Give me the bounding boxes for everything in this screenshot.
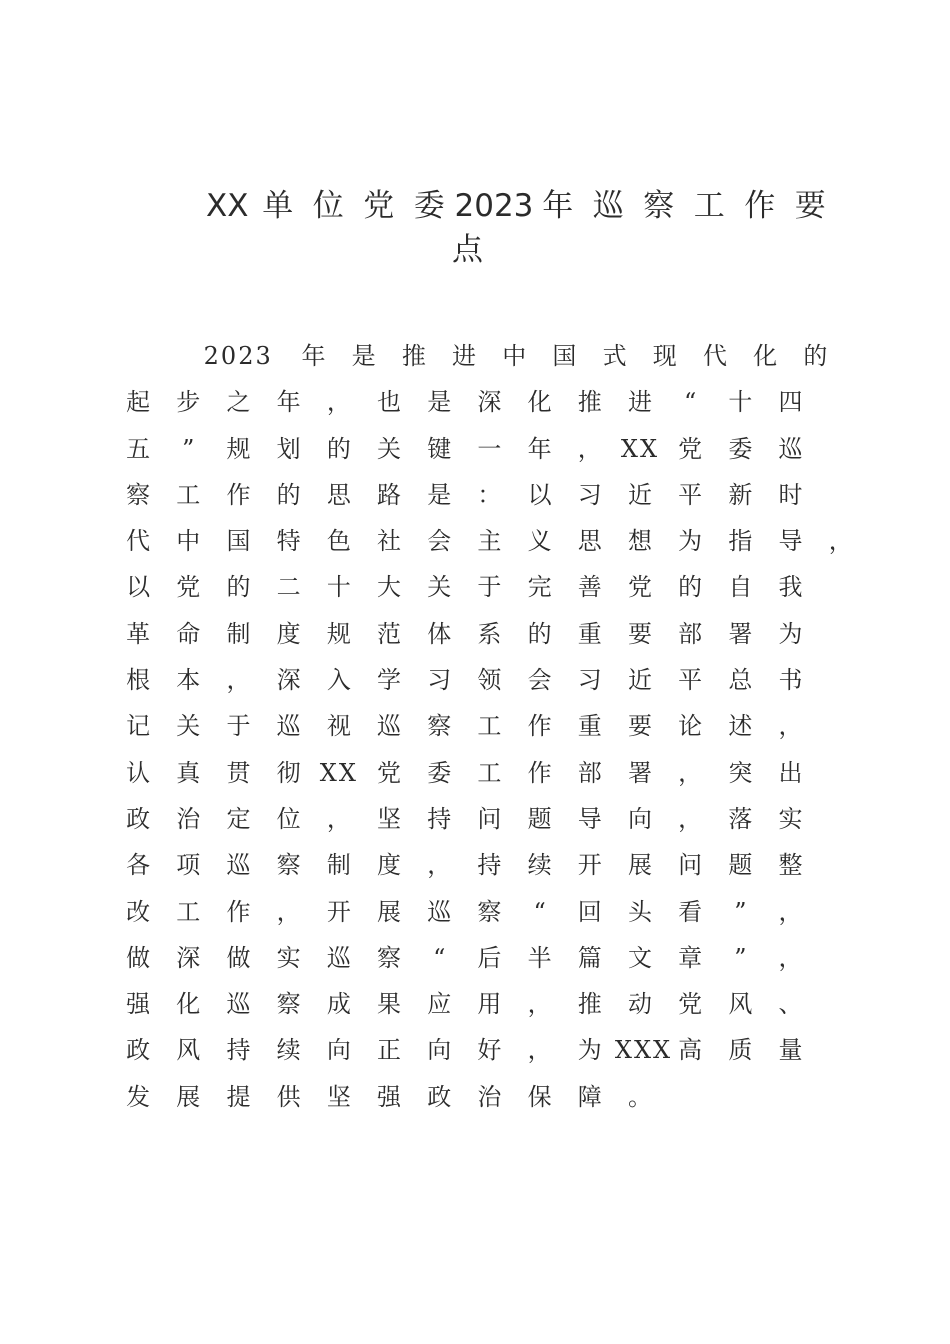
paragraph-char: 做 — [126, 943, 151, 972]
paragraph-char: 各 — [126, 851, 151, 880]
paragraph-char: 义 — [527, 527, 552, 556]
paragraph-char: 体 — [427, 619, 452, 648]
paragraph-char: 国 — [552, 342, 577, 370]
paragraph-char: 工 — [477, 758, 502, 787]
paragraph-char: 现 — [652, 342, 677, 370]
paragraph-char: 展 — [176, 1082, 201, 1111]
paragraph-char: ， — [326, 388, 351, 417]
paragraph-char: 落 — [728, 804, 753, 833]
paragraph-char: 巡 — [377, 712, 402, 741]
paragraph-char: 是 — [351, 342, 376, 370]
title-char: 单 — [262, 188, 294, 224]
paragraph-char: 强 — [126, 990, 151, 1019]
paragraph-char: 善 — [577, 573, 602, 602]
paragraph-char: 之 — [226, 388, 251, 417]
paragraph-line — [113, 379, 833, 425]
paragraph-char: 工 — [176, 480, 201, 509]
paragraph-char: 开 — [326, 897, 351, 926]
paragraph-line — [113, 796, 833, 842]
paragraph-char: 自 — [728, 573, 753, 602]
paragraph-char: 贯 — [226, 758, 251, 787]
paragraph-char: 作 — [226, 897, 251, 926]
paragraph-line — [113, 426, 833, 472]
paragraph-char: 位 — [276, 804, 301, 833]
paragraph-char: 深 — [276, 666, 301, 695]
paragraph-char: 察 — [477, 897, 502, 926]
paragraph-char: 的 — [803, 342, 828, 370]
paragraph-char: 五 — [126, 434, 151, 463]
paragraph-char: 会 — [527, 666, 552, 695]
paragraph-char: 实 — [276, 943, 301, 972]
title-char: 工 — [693, 188, 725, 224]
title-char: 委 — [413, 188, 445, 224]
paragraph-char: 头 — [627, 897, 652, 926]
paragraph-char: 做 — [226, 943, 251, 972]
paragraph-char: 习 — [577, 666, 602, 695]
paragraph-char: 社 — [377, 527, 402, 556]
paragraph-char: 高 — [678, 1036, 703, 1065]
paragraph-char: 也 — [377, 388, 402, 417]
paragraph-char: 总 — [728, 666, 753, 695]
paragraph-char: 巡 — [326, 943, 351, 972]
paragraph-char: 向 — [326, 1036, 351, 1065]
paragraph-char: 思 — [326, 480, 351, 509]
paragraph-char: 展 — [627, 851, 652, 880]
paragraph-char: 思 — [577, 527, 602, 556]
paragraph-char: 化 — [176, 990, 201, 1019]
paragraph-char: 障 — [577, 1082, 602, 1111]
paragraph-char: 署 — [627, 758, 652, 787]
paragraph-char: 开 — [577, 851, 602, 880]
paragraph-char: 深 — [477, 388, 502, 417]
paragraph-char: 回 — [577, 897, 602, 926]
paragraph-char: 学 — [377, 666, 402, 695]
paragraph-char: 续 — [527, 851, 552, 880]
paragraph-char: 中 — [502, 342, 527, 370]
title-char: XX — [206, 188, 249, 224]
paragraph-char: 彻 — [276, 758, 301, 787]
paragraph-char: 以 — [126, 573, 151, 602]
paragraph-char: 持 — [226, 1036, 251, 1065]
paragraph-char: 治 — [176, 804, 201, 833]
paragraph-char: XX — [319, 758, 358, 787]
paragraph-char: 党 — [678, 434, 703, 463]
paragraph-char: 质 — [728, 1036, 753, 1065]
paragraph-char: ， — [678, 804, 703, 833]
paragraph-char: 起 — [126, 388, 151, 417]
paragraph-line — [113, 703, 833, 749]
paragraph-char: 党 — [176, 573, 201, 602]
paragraph-char: 推 — [401, 342, 426, 370]
paragraph-char: 度 — [276, 619, 301, 648]
paragraph-char: 四 — [778, 388, 803, 417]
paragraph-char: 十 — [728, 388, 753, 417]
paragraph-char: 是 — [427, 480, 452, 509]
paragraph-char: 规 — [326, 619, 351, 648]
paragraph-char: 化 — [753, 342, 778, 370]
paragraph-char: 作 — [527, 758, 552, 787]
paragraph-char: 为 — [678, 527, 703, 556]
paragraph-line — [113, 750, 833, 796]
paragraph-line — [113, 842, 833, 888]
paragraph-char: 强 — [377, 1082, 402, 1111]
paragraph-char: ” — [734, 943, 747, 972]
paragraph-char: 风 — [176, 1036, 201, 1065]
paragraph-char: 领 — [477, 666, 502, 695]
paragraph-char: 果 — [377, 990, 402, 1019]
paragraph-char: 色 — [326, 527, 351, 556]
paragraph-char: 步 — [176, 388, 201, 417]
paragraph-char: 时 — [778, 480, 803, 509]
paragraph-char: 察 — [276, 851, 301, 880]
title-char: 作 — [744, 188, 776, 224]
paragraph-char: 代 — [702, 342, 727, 370]
paragraph-char: 应 — [427, 990, 452, 1019]
paragraph-char: 二 — [276, 573, 301, 602]
title-char: 要 — [794, 188, 826, 224]
paragraph-indent — [113, 333, 188, 379]
paragraph-char: 的 — [527, 619, 552, 648]
paragraph-char: 供 — [276, 1082, 301, 1111]
paragraph-char: 政 — [126, 1036, 151, 1065]
paragraph-char: 巡 — [226, 851, 251, 880]
paragraph-char: 制 — [226, 619, 251, 648]
paragraph-char: 国 — [226, 527, 251, 556]
paragraph-line — [113, 1074, 833, 1120]
paragraph-char: 度 — [377, 851, 402, 880]
paragraph-line — [113, 657, 833, 703]
paragraph-char: 述 — [728, 712, 753, 741]
paragraph-char: 深 — [176, 943, 201, 972]
paragraph-char: 平 — [678, 666, 703, 695]
paragraph-char: 主 — [477, 527, 502, 556]
paragraph-char: ” — [734, 897, 747, 926]
paragraph-char: 年 — [527, 434, 552, 463]
paragraph-line — [113, 935, 833, 981]
paragraph-char: 委 — [728, 434, 753, 463]
paragraph-char: 为 — [577, 1036, 602, 1065]
paragraph-char: ， — [226, 666, 251, 695]
paragraph-char: 半 — [527, 943, 552, 972]
paragraph-char: 导 — [778, 527, 803, 556]
paragraph-char: 巡 — [226, 990, 251, 1019]
paragraph-char: 真 — [176, 758, 201, 787]
paragraph-char: “ — [533, 897, 546, 926]
paragraph-char: 风 — [728, 990, 753, 1019]
paragraph-char: 署 — [728, 619, 753, 648]
paragraph-char: 大 — [377, 573, 402, 602]
paragraph-char: ， — [778, 897, 803, 926]
paragraph-char: 实 — [778, 804, 803, 833]
paragraph-char: 习 — [427, 666, 452, 695]
paragraph-char: 指 — [728, 527, 753, 556]
paragraph-char: 推 — [577, 990, 602, 1019]
paragraph-char: 以 — [527, 480, 552, 509]
document-body-paragraph — [113, 333, 853, 1120]
paragraph-char: ， — [427, 851, 452, 880]
paragraph-char: 章 — [678, 943, 703, 972]
paragraph-char: 记 — [126, 712, 151, 741]
paragraph-char: 定 — [226, 804, 251, 833]
paragraph-char: 、 — [778, 990, 803, 1019]
paragraph-char: 会 — [427, 527, 452, 556]
paragraph-char: 委 — [427, 758, 452, 787]
paragraph-char: 持 — [477, 851, 502, 880]
paragraph-char: 重 — [577, 712, 602, 741]
paragraph-char: 巡 — [778, 434, 803, 463]
paragraph-char: 键 — [427, 434, 452, 463]
paragraph-char: 的 — [226, 573, 251, 602]
paragraph-line — [113, 564, 833, 610]
paragraph-char: 入 — [326, 666, 351, 695]
paragraph-char: 的 — [326, 434, 351, 463]
paragraph-char: ， — [527, 1036, 552, 1065]
paragraph-char: 治 — [477, 1082, 502, 1111]
paragraph-char: 本 — [176, 666, 201, 695]
paragraph-char: 巡 — [276, 712, 301, 741]
paragraph-char: 进 — [627, 388, 652, 417]
paragraph-char: 正 — [377, 1036, 402, 1065]
paragraph-char: 十 — [326, 573, 351, 602]
paragraph-char: 制 — [326, 851, 351, 880]
title-char: 点 — [452, 232, 483, 268]
paragraph-line — [113, 472, 833, 518]
paragraph-char: 后 — [477, 943, 502, 972]
paragraph-char: 工 — [176, 897, 201, 926]
paragraph-char: 改 — [126, 897, 151, 926]
paragraph-char: 篇 — [577, 943, 602, 972]
paragraph-char: 关 — [176, 712, 201, 741]
paragraph-char: 突 — [728, 758, 753, 787]
paragraph-char: 平 — [678, 480, 703, 509]
title-char: 位 — [312, 188, 344, 224]
paragraph-char: 部 — [678, 619, 703, 648]
title-char: 年 — [542, 188, 574, 224]
title-char: 巡 — [592, 188, 624, 224]
paragraph-char: 为 — [778, 619, 803, 648]
paragraph-char: 规 — [226, 434, 251, 463]
paragraph-char: 向 — [427, 1036, 452, 1065]
paragraph-char: 的 — [276, 480, 301, 509]
title-char: 察 — [643, 188, 675, 224]
paragraph-char: 问 — [477, 804, 502, 833]
paragraph-char: 化 — [527, 388, 552, 417]
paragraph-char: 用 — [477, 990, 502, 1019]
paragraph-line — [113, 889, 833, 935]
paragraph-char: 我 — [778, 573, 803, 602]
paragraph-char: 察 — [427, 712, 452, 741]
paragraph-char: 视 — [326, 712, 351, 741]
paragraph-char: 书 — [778, 666, 803, 695]
paragraph-char: ， — [778, 712, 803, 741]
paragraph-char: 重 — [577, 619, 602, 648]
paragraph-char: 于 — [477, 573, 502, 602]
paragraph-char: 看 — [678, 897, 703, 926]
paragraph-char: 近 — [627, 480, 652, 509]
paragraph-char: 认 — [126, 758, 151, 787]
paragraph-char: 续 — [276, 1036, 301, 1065]
paragraph-char: 近 — [627, 666, 652, 695]
paragraph-char: 代 — [126, 527, 151, 556]
paragraph-char: 一 — [477, 434, 502, 463]
paragraph-char: 政 — [126, 804, 151, 833]
paragraph-char: 进 — [452, 342, 477, 370]
paragraph-char: 政 — [427, 1082, 452, 1111]
paragraph-char: 察 — [276, 990, 301, 1019]
paragraph-char: 范 — [377, 619, 402, 648]
paragraph-char: 推 — [577, 388, 602, 417]
paragraph-char: ， — [326, 804, 351, 833]
paragraph-char: 。 — [627, 1082, 652, 1111]
paragraph-char: 持 — [427, 804, 452, 833]
paragraph-char: 特 — [276, 527, 301, 556]
paragraph-char: 出 — [778, 758, 803, 787]
paragraph-line — [113, 518, 853, 564]
paragraph-char: 党 — [678, 990, 703, 1019]
paragraph-char: 展 — [377, 897, 402, 926]
paragraph-char: 的 — [678, 573, 703, 602]
paragraph-char: 论 — [678, 712, 703, 741]
paragraph-char: 动 — [627, 990, 652, 1019]
paragraph-char: 坚 — [377, 804, 402, 833]
paragraph-char: 量 — [778, 1036, 803, 1065]
paragraph-char: 文 — [627, 943, 652, 972]
paragraph-char: 年 — [276, 388, 301, 417]
paragraph-char: XXX — [614, 1036, 673, 1065]
paragraph-char: 导 — [577, 804, 602, 833]
paragraph-char: 是 — [427, 388, 452, 417]
paragraph-char: 题 — [728, 851, 753, 880]
paragraph-char: 好 — [477, 1036, 502, 1065]
paragraph-char: 命 — [176, 619, 201, 648]
title-line-1 — [180, 184, 826, 228]
paragraph-char: 坚 — [326, 1082, 351, 1111]
title-char: 党 — [363, 188, 395, 224]
paragraph-char: 工 — [477, 712, 502, 741]
paragraph-char: 察 — [126, 480, 151, 509]
paragraph-char: ， — [828, 527, 853, 556]
paragraph-char: 成 — [326, 990, 351, 1019]
paragraph-line — [113, 1027, 833, 1073]
paragraph-char: 式 — [602, 342, 627, 370]
paragraph-char: XX — [620, 434, 660, 463]
paragraph-char: 系 — [477, 619, 502, 648]
paragraph-char: 路 — [377, 480, 402, 509]
paragraph-line — [113, 333, 833, 379]
paragraph-char: “ — [433, 943, 446, 972]
paragraph-char: 党 — [377, 758, 402, 787]
paragraph-line — [113, 611, 833, 657]
paragraph-char: 项 — [176, 851, 201, 880]
paragraph-char: 划 — [276, 434, 301, 463]
paragraph-char: 2023 — [203, 342, 273, 370]
paragraph-char: 作 — [527, 712, 552, 741]
paragraph-char: 要 — [627, 619, 652, 648]
paragraph-char: ， — [276, 897, 301, 926]
paragraph-line — [113, 981, 833, 1027]
paragraph-char: 发 — [126, 1082, 151, 1111]
paragraph-char: 保 — [527, 1082, 552, 1111]
paragraph-char: ， — [678, 758, 703, 787]
paragraph-char: 问 — [678, 851, 703, 880]
paragraph-char: 向 — [627, 804, 652, 833]
paragraph-char: 党 — [627, 573, 652, 602]
paragraph-char: 巡 — [427, 897, 452, 926]
paragraph-char: 想 — [627, 527, 652, 556]
paragraph-char: ” — [182, 434, 195, 463]
paragraph-char: “ — [684, 388, 697, 417]
paragraph-char: 察 — [377, 943, 402, 972]
title-line-2 — [180, 228, 820, 272]
paragraph-char: 整 — [778, 851, 803, 880]
paragraph-char: ， — [527, 990, 552, 1019]
paragraph-char: ， — [778, 943, 803, 972]
paragraph-char: 于 — [226, 712, 251, 741]
paragraph-char: 中 — [176, 527, 201, 556]
paragraph-char: 关 — [427, 573, 452, 602]
paragraph-char: 新 — [728, 480, 753, 509]
title-char: 2023 — [454, 188, 534, 224]
paragraph-char: 完 — [527, 573, 552, 602]
document-title — [180, 184, 826, 272]
paragraph-char: 题 — [527, 804, 552, 833]
paragraph-char: 提 — [226, 1082, 251, 1111]
paragraph-char: 革 — [126, 619, 151, 648]
paragraph-char: 根 — [126, 666, 151, 695]
paragraph-char: 作 — [226, 480, 251, 509]
paragraph-char: 习 — [577, 480, 602, 509]
paragraph-char: 关 — [377, 434, 402, 463]
paragraph-char: 部 — [577, 758, 602, 787]
paragraph-char: ： — [477, 480, 502, 509]
paragraph-char: 年 — [301, 342, 326, 370]
paragraph-char: 要 — [627, 712, 652, 741]
paragraph-char: ， — [577, 434, 602, 463]
